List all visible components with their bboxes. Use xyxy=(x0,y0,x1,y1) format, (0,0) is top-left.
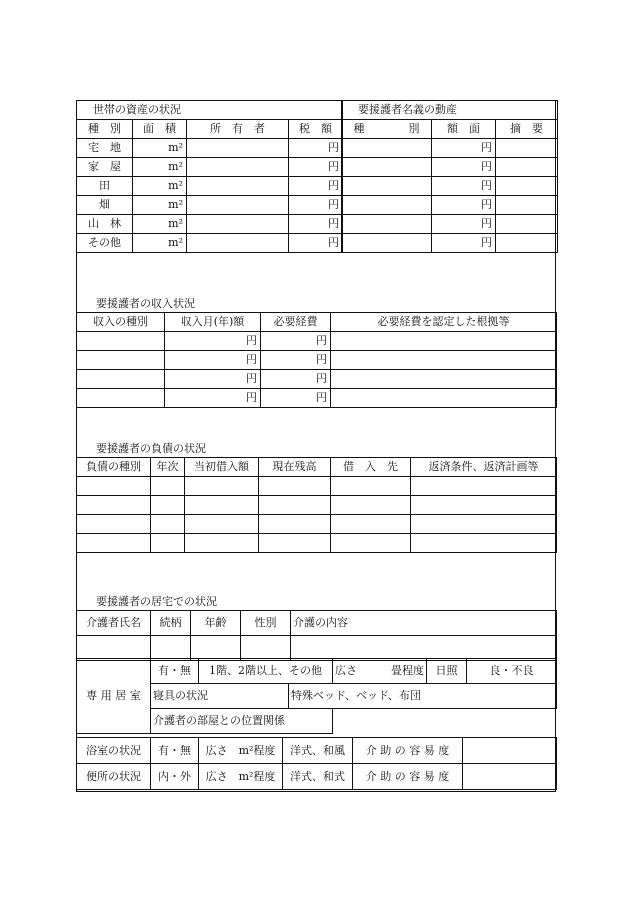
debt-cell[interactable] xyxy=(411,515,557,534)
assets-table xyxy=(76,100,343,253)
income-amount-cell[interactable]: 円 xyxy=(165,370,261,389)
debt-cell[interactable] xyxy=(411,534,557,553)
asset-owner-cell[interactable] xyxy=(187,177,289,196)
movable-note-cell[interactable] xyxy=(496,139,558,158)
debt-header-initial: 当初借入額 xyxy=(185,458,259,477)
debt-cell[interactable] xyxy=(185,515,259,534)
debt-header-terms: 返済条件、返済計画等 xyxy=(411,458,557,477)
bath-ease-label: 介 助 の 容 易 度 xyxy=(353,738,463,764)
asset-row-label: 家 屋 xyxy=(77,158,133,177)
asset-tax-cell[interactable]: 円 xyxy=(289,196,343,215)
movable-note-cell[interactable] xyxy=(496,196,558,215)
caregiver-section xyxy=(76,610,557,661)
asset-tax-cell[interactable]: 円 xyxy=(289,177,343,196)
assets-header-owner: 所 有 者 xyxy=(187,120,289,139)
income-basis-cell[interactable] xyxy=(331,332,557,351)
debt-cell[interactable] xyxy=(151,477,185,496)
toilet-ease-label: 介 助 の 容 易 度 xyxy=(353,764,463,790)
income-header-amount: 収入月(年)額 xyxy=(165,313,261,332)
asset-row-label: その他 xyxy=(77,234,133,253)
caregiver-content-cell[interactable] xyxy=(291,636,557,661)
room-size-unit: 畳程度 xyxy=(391,664,424,677)
movable-note-cell[interactable] xyxy=(496,234,558,253)
income-amount-cell[interactable]: 円 xyxy=(165,332,261,351)
bath-ease-value[interactable] xyxy=(463,738,557,764)
caregiver-header-age: 年齢 xyxy=(191,611,241,636)
asset-area-cell[interactable]: m² xyxy=(133,158,187,177)
debt-cell[interactable] xyxy=(185,496,259,515)
bath-toilet-table xyxy=(76,737,557,790)
debt-cell[interactable] xyxy=(151,515,185,534)
asset-row-label: 山 林 xyxy=(77,215,133,234)
asset-owner-cell[interactable] xyxy=(187,158,289,177)
room-yesno[interactable]: 有・無 xyxy=(151,659,199,684)
asset-area-cell[interactable]: m² xyxy=(133,196,187,215)
asset-tax-cell[interactable]: 円 xyxy=(289,215,343,234)
movable-type-cell[interactable] xyxy=(342,215,432,234)
bath-size[interactable]: 広さ m²程度 xyxy=(199,738,283,764)
asset-tax-cell[interactable]: 円 xyxy=(289,139,343,158)
debt-cell[interactable] xyxy=(259,534,331,553)
bedding-value[interactable]: 特殊ベッド、ベッド、布団 xyxy=(289,684,557,709)
room-size-cell[interactable] xyxy=(333,659,427,684)
home-title: 要援護者の居宅での状況 xyxy=(96,595,217,608)
position-label: 介護者の部屋との位置関係 xyxy=(151,709,333,734)
income-amount-cell[interactable]: 円 xyxy=(165,351,261,370)
position-value[interactable] xyxy=(333,709,557,734)
movable-amount-cell[interactable]: 円 xyxy=(432,196,496,215)
assets-header-type: 種 別 xyxy=(77,120,133,139)
bath-yesno[interactable]: 有・無 xyxy=(151,738,199,764)
toilet-label: 便所の状況 xyxy=(77,764,151,790)
caregiver-age-cell[interactable] xyxy=(191,636,241,661)
income-basis-cell[interactable] xyxy=(331,351,557,370)
toilet-inout[interactable]: 内・外 xyxy=(151,764,199,790)
asset-owner-cell[interactable] xyxy=(187,139,289,158)
asset-owner-cell[interactable] xyxy=(187,215,289,234)
asset-area-cell[interactable]: m² xyxy=(133,139,187,158)
movable-type-cell[interactable] xyxy=(342,196,432,215)
debt-cell[interactable] xyxy=(259,496,331,515)
movables-header-note: 摘 要 xyxy=(496,120,558,139)
income-type-cell[interactable] xyxy=(77,370,165,389)
bath-label: 浴室の状況 xyxy=(77,738,151,764)
debt-cell[interactable] xyxy=(185,477,259,496)
caregiver-header-name: 介護者氏名 xyxy=(77,611,151,636)
income-expense-cell[interactable]: 円 xyxy=(261,332,331,351)
room-label: 専 用 居 室 xyxy=(77,659,151,734)
toilet-ease-value[interactable] xyxy=(463,764,557,790)
asset-row-label: 宅 地 xyxy=(77,139,133,158)
movable-amount-cell[interactable]: 円 xyxy=(432,139,496,158)
movables-table xyxy=(341,100,558,253)
caregiver-table xyxy=(76,610,557,661)
bedding-label: 寝具の状況 xyxy=(151,684,289,709)
movable-amount-cell[interactable]: 円 xyxy=(432,177,496,196)
movables-title: 要援護者名義の動産 xyxy=(342,101,558,120)
debt-section xyxy=(76,457,557,553)
debt-cell[interactable] xyxy=(331,534,411,553)
caregiver-sex-cell[interactable] xyxy=(241,636,291,661)
room-section xyxy=(76,658,557,734)
debt-cell[interactable] xyxy=(151,534,185,553)
income-amount-cell[interactable]: 円 xyxy=(165,389,261,408)
income-expense-cell[interactable]: 円 xyxy=(261,351,331,370)
sunlight-label: 日照 xyxy=(427,659,467,684)
debt-title: 要援護者の負債の状況 xyxy=(96,442,206,455)
debt-header-lender: 借 入 先 xyxy=(331,458,411,477)
income-basis-cell[interactable] xyxy=(331,370,557,389)
movable-type-cell[interactable] xyxy=(342,158,432,177)
bath-toilet-section xyxy=(76,737,557,790)
debt-cell[interactable] xyxy=(77,477,151,496)
asset-tax-cell[interactable]: 円 xyxy=(289,234,343,253)
toilet-style[interactable]: 洋式、和式 xyxy=(283,764,353,790)
income-type-cell[interactable] xyxy=(77,351,165,370)
movable-type-cell[interactable] xyxy=(342,234,432,253)
movable-amount-cell[interactable]: 円 xyxy=(432,158,496,177)
debt-cell[interactable] xyxy=(411,496,557,515)
asset-tax-cell[interactable]: 円 xyxy=(289,158,343,177)
room-size-label: 広さ xyxy=(335,664,357,677)
caregiver-name-cell[interactable] xyxy=(77,636,151,661)
asset-row-label: 畑 xyxy=(77,196,133,215)
income-header-type: 収入の種別 xyxy=(77,313,165,332)
movables-header-type: 種 別 xyxy=(342,120,432,139)
income-type-cell[interactable] xyxy=(77,332,165,351)
income-basis-cell[interactable] xyxy=(331,389,557,408)
debt-cell[interactable] xyxy=(331,515,411,534)
debt-cell[interactable] xyxy=(77,515,151,534)
sunlight-value[interactable]: 良・不良 xyxy=(467,659,557,684)
debt-cell[interactable] xyxy=(259,515,331,534)
income-header-expense: 必要経費 xyxy=(261,313,331,332)
movable-amount-cell[interactable]: 円 xyxy=(432,215,496,234)
debt-cell[interactable] xyxy=(411,477,557,496)
income-header-basis: 必要経費を認定した根拠等 xyxy=(331,313,557,332)
income-type-cell[interactable] xyxy=(77,389,165,408)
movable-note-cell[interactable] xyxy=(496,177,558,196)
debt-cell[interactable] xyxy=(77,534,151,553)
movable-type-cell[interactable] xyxy=(342,139,432,158)
debt-cell[interactable] xyxy=(185,534,259,553)
caregiver-header-sex: 性別 xyxy=(241,611,291,636)
caregiver-header-content: 介護の内容 xyxy=(291,611,557,636)
assets-section xyxy=(76,100,343,253)
asset-owner-cell[interactable] xyxy=(187,234,289,253)
movable-note-cell[interactable] xyxy=(496,215,558,234)
debt-cell[interactable] xyxy=(331,477,411,496)
debt-header-year: 年次 xyxy=(151,458,185,477)
debt-header-type: 負債の種別 xyxy=(77,458,151,477)
assets-header-tax: 税 額 xyxy=(289,120,343,139)
asset-row-label: 田 xyxy=(77,177,133,196)
room-table xyxy=(76,658,557,734)
income-section xyxy=(76,312,557,408)
asset-owner-cell[interactable] xyxy=(187,196,289,215)
movables-header-amount: 額 面 xyxy=(432,120,496,139)
debt-cell[interactable] xyxy=(259,477,331,496)
movable-note-cell[interactable] xyxy=(496,158,558,177)
income-expense-cell[interactable]: 円 xyxy=(261,389,331,408)
asset-area-cell[interactable]: m² xyxy=(133,215,187,234)
asset-area-cell[interactable]: m² xyxy=(133,177,187,196)
toilet-size[interactable]: 広さ m²程度 xyxy=(199,764,283,790)
movable-amount-cell[interactable]: 円 xyxy=(432,234,496,253)
debt-cell[interactable] xyxy=(331,496,411,515)
asset-area-cell[interactable]: m² xyxy=(133,234,187,253)
movable-type-cell[interactable] xyxy=(342,177,432,196)
room-floor[interactable]: 1階、2階以上、その他 xyxy=(199,659,333,684)
assets-header-area: 面 積 xyxy=(133,120,187,139)
caregiver-relation-cell[interactable] xyxy=(151,636,191,661)
movables-section xyxy=(341,100,558,253)
bath-style[interactable]: 洋式、和風 xyxy=(283,738,353,764)
form-frame xyxy=(76,100,556,792)
debt-cell[interactable] xyxy=(151,496,185,515)
debt-header-balance: 現在残高 xyxy=(259,458,331,477)
debt-table xyxy=(76,457,557,553)
income-title: 要援護者の収入状況 xyxy=(96,297,195,310)
income-table xyxy=(76,312,557,408)
income-expense-cell[interactable]: 円 xyxy=(261,370,331,389)
debt-cell[interactable] xyxy=(77,496,151,515)
assets-title: 世帯の資産の状況 xyxy=(77,101,343,120)
caregiver-header-relation: 続柄 xyxy=(151,611,191,636)
